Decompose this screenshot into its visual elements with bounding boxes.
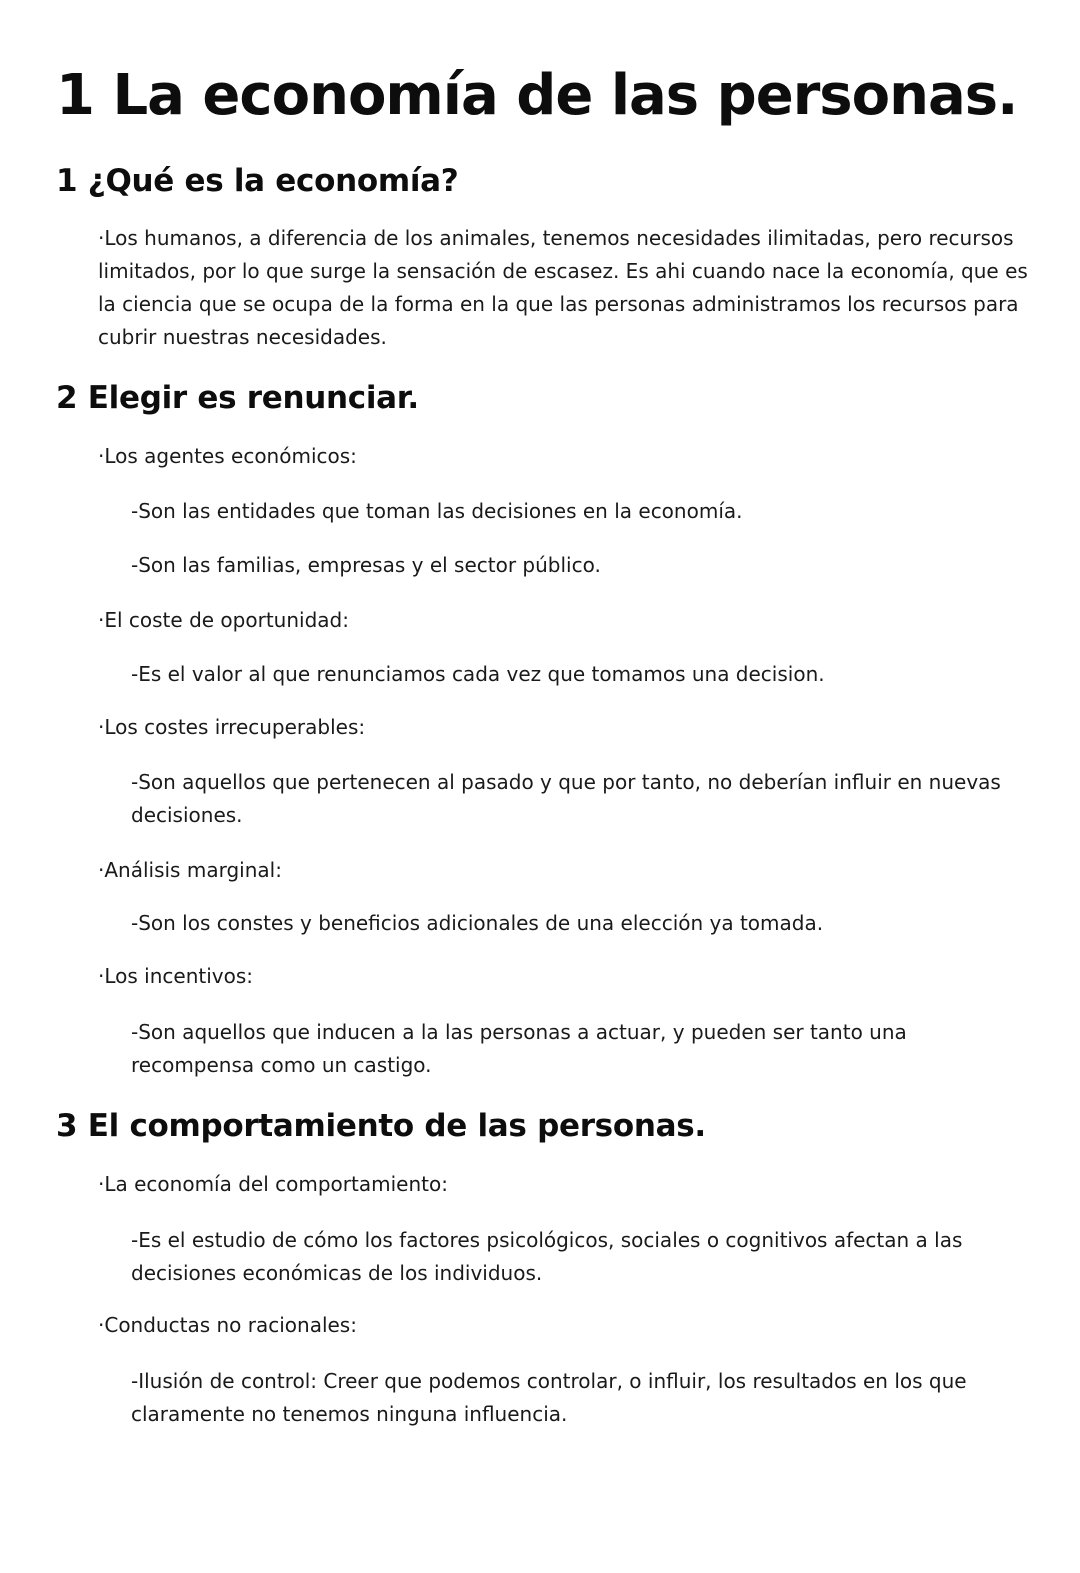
page-title: 1 La economía de las personas. — [56, 63, 1018, 128]
item-label-costes-irrecuperables: ·Los costes irrecuperables: — [98, 715, 366, 739]
item-label-coste-de-oportunidad: ·El coste de oportunidad: — [98, 608, 349, 632]
item-detail: -Son los constes y beneficios adicionales de una elección ya tomada. — [131, 911, 824, 935]
item-detail: -Es el valor al que renunciamos cada vez que tomamos una decision. — [131, 662, 825, 686]
item-label-analisis-marginal: ·Análisis marginal: — [98, 858, 282, 882]
item-label-conductas-no-racionales: ·Conductas no racionales: — [98, 1313, 357, 1337]
section-intro-paragraph: ·Los humanos, a diferencia de los animales, tenemos necesidades ilimitadas, pero recursos limitados, por lo que surge la sensación de escasez. Es ahi cuando nace la economía, que es la ciencia que se ocupa de la forma en la que las personas administramos los recursos para cubrir nuestras necesidades. — [98, 226, 1028, 349]
item-detail: -Son las entidades que toman las decisiones en la economía. — [131, 499, 743, 523]
item-detail: -Son aquellos que inducen a la las personas a actuar, y pueden ser tanto una recompensa como un castigo. — [131, 1020, 907, 1077]
section-heading-elegir-es-renunciar: 2 Elegir es renunciar. — [56, 380, 419, 416]
item-detail: -Son aquellos que pertenecen al pasado y que por tanto, no deberían influir en nuevas decisiones. — [131, 770, 1001, 827]
item-detail: -Es el estudio de cómo los factores psicológicos, sociales o cognitivos afectan a las decisiones económicas de los individuos. — [131, 1228, 963, 1285]
section-heading-que-es-la-economia: 1 ¿Qué es la economía? — [56, 163, 459, 199]
item-detail: -Son las familias, empresas y el sector público. — [131, 553, 601, 577]
item-detail: -Ilusión de control: Creer que podemos controlar, o influir, los resultados en los que claramente no tenemos ninguna influencia. — [131, 1369, 967, 1426]
item-label-incentivos: ·Los incentivos: — [98, 964, 253, 988]
section-heading-comportamiento-de-las-personas: 3 El comportamiento de las personas. — [56, 1108, 706, 1144]
item-label-agentes-economicos: ·Los agentes económicos: — [98, 444, 357, 468]
item-label-economia-del-comportamiento: ·La economía del comportamiento: — [98, 1172, 448, 1196]
